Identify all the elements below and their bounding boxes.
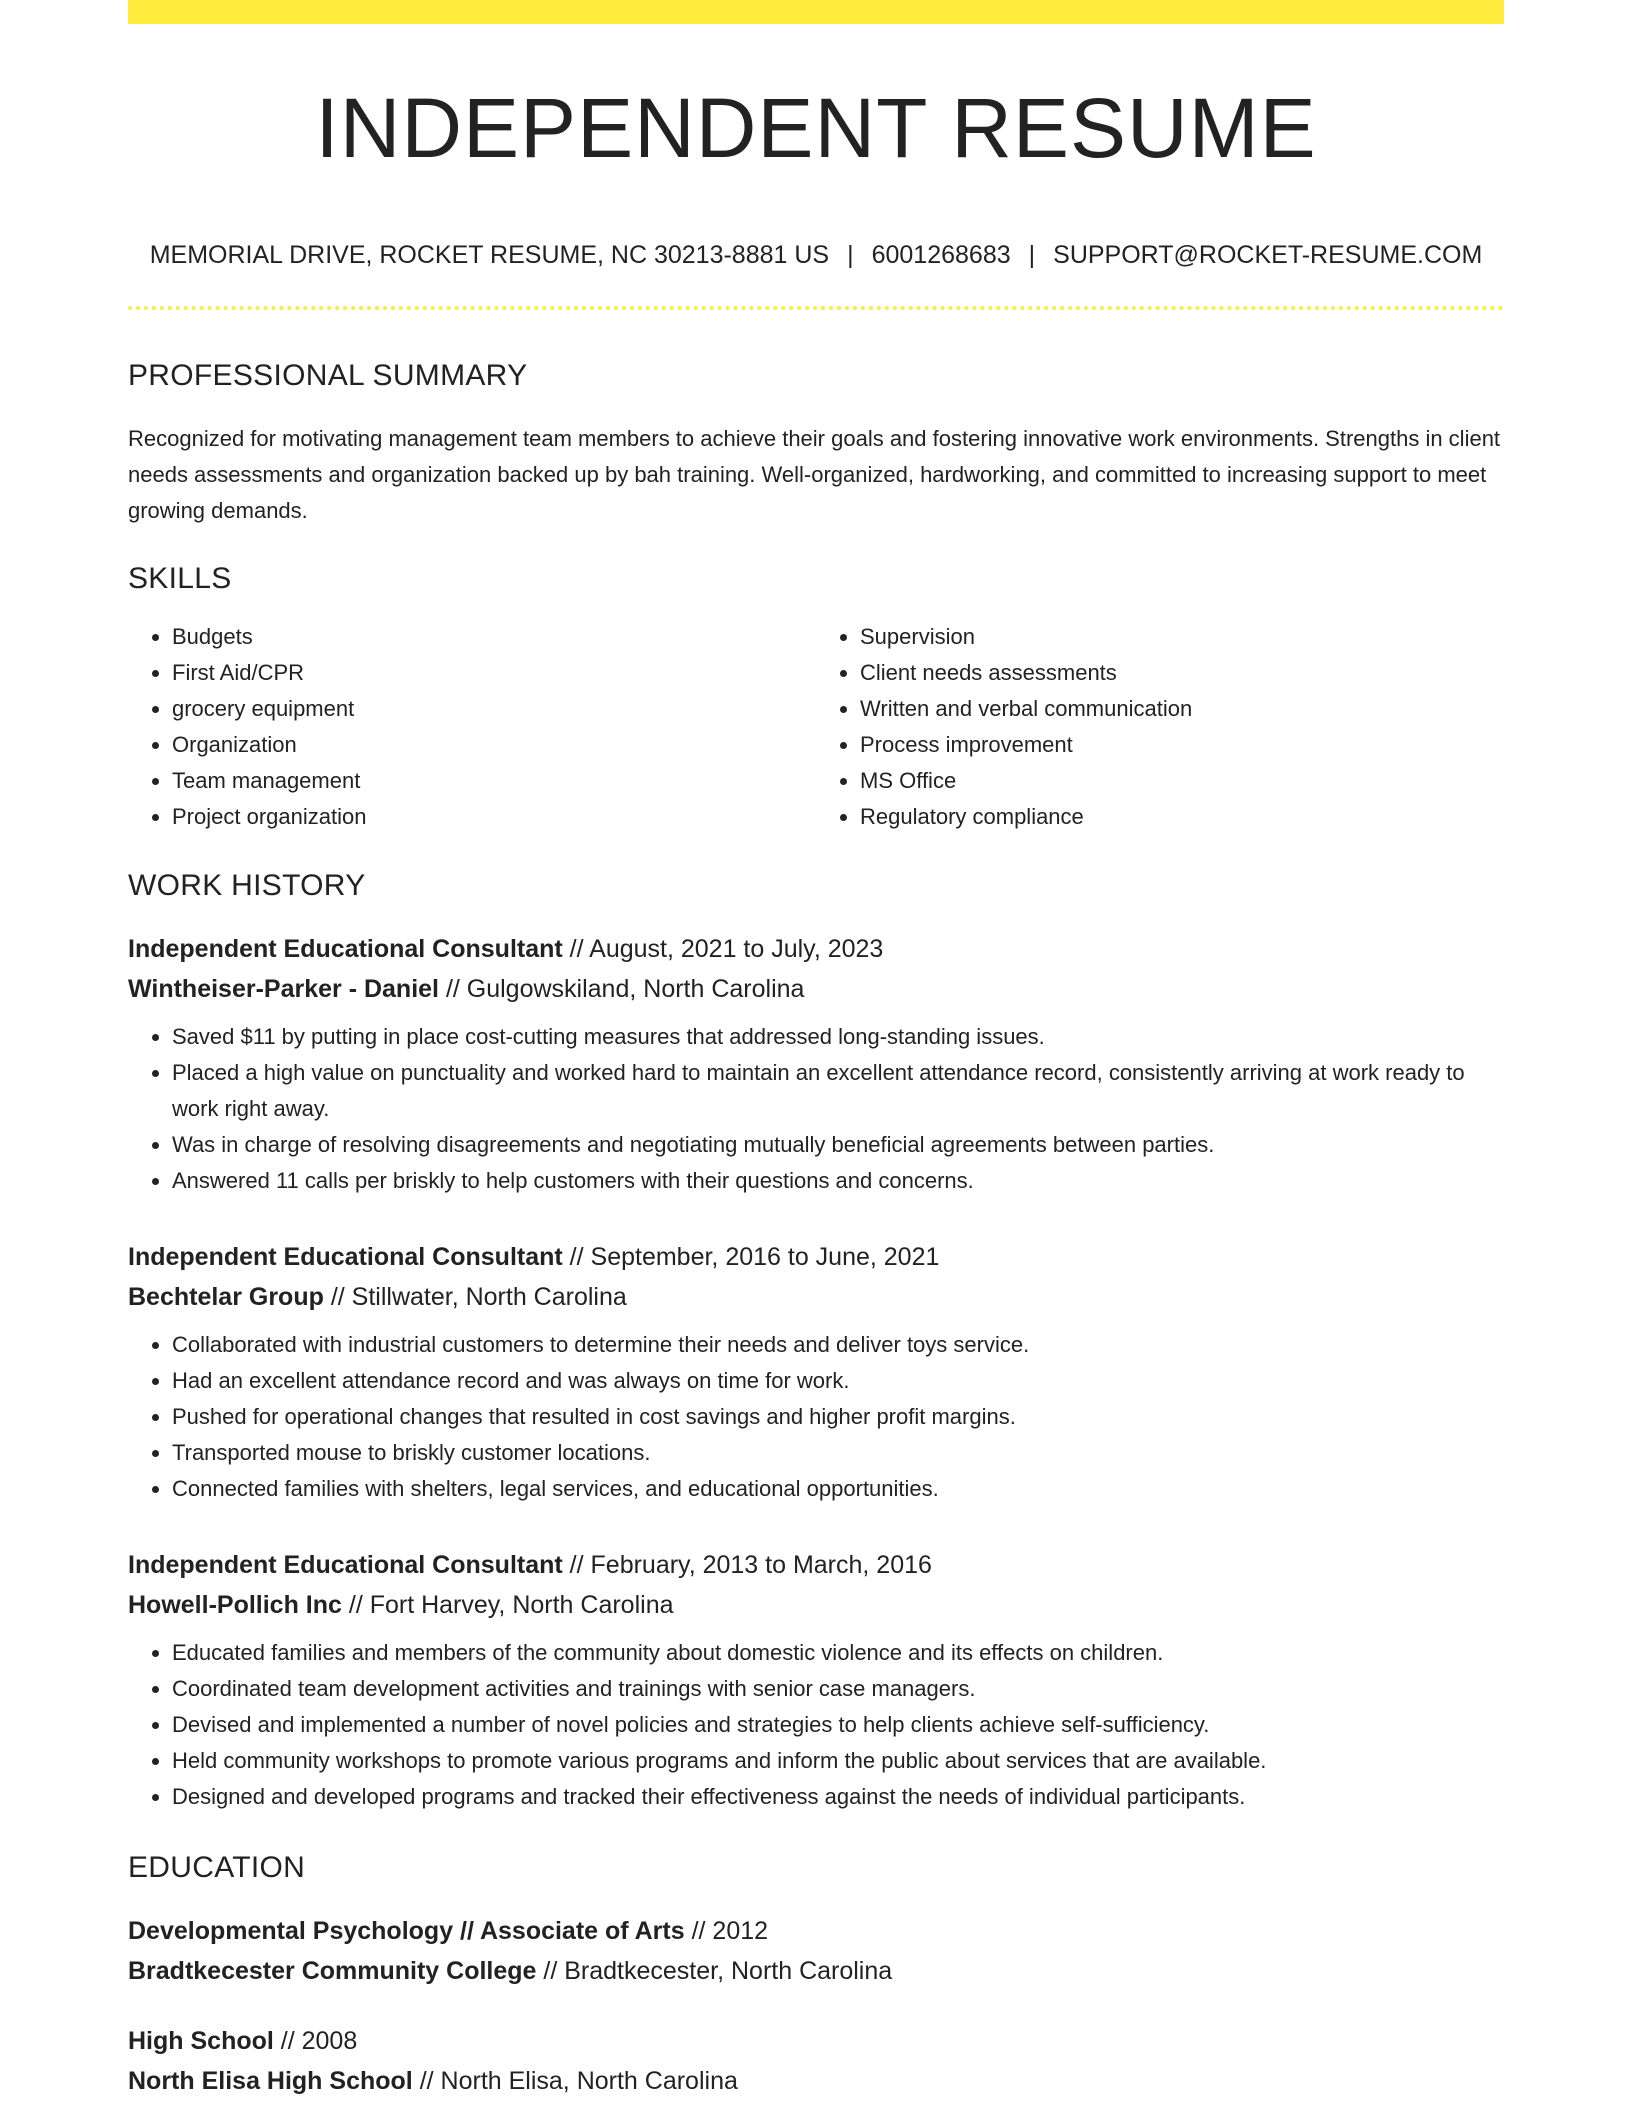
job-company-line (128, 1585, 1504, 1625)
job-position: Independent Educational Consultant (128, 935, 563, 963)
job-company: Bechtelar Group (128, 1283, 324, 1311)
section-title-work-history: WORK HISTORY (128, 869, 366, 902)
education-location: // Bradtkecester, North Carolina (536, 1957, 893, 1985)
job-bullets (128, 1327, 1504, 1507)
section-title-summary: PROFESSIONAL SUMMARY (128, 359, 528, 392)
contact-separator: | (1028, 241, 1036, 269)
job-title-line (128, 1237, 1504, 1277)
job-title-line (128, 1545, 1504, 1585)
resume-name: INDEPENDENT RESUME (315, 81, 1317, 175)
job-bullet: • Held community workshops to promote various programs and inform the public about services that are available. (172, 1743, 1504, 1779)
skill-item: • First Aid/CPR (172, 655, 816, 691)
section-title-skills: SKILLS (128, 562, 232, 595)
job-bullet: • Collaborated with industrial customers to determine their needs and deliver toys service. (172, 1327, 1504, 1363)
job-company: Howell-Pollich Inc (128, 1591, 342, 1619)
education-entry (128, 2021, 1504, 2101)
job-dates: // February, 2013 to March, 2016 (562, 1551, 932, 1579)
job-bullet: • Placed a high value on punctuality and worked hard to maintain an excellent attendance record, consistently arriving at work ready to work right away. (172, 1055, 1504, 1127)
education-degree: High School (128, 2027, 274, 2055)
job-bullet: • Transported mouse to briskly customer locations. (172, 1435, 1504, 1471)
education-school: Bradtkecester Community College (128, 1957, 537, 1985)
education-degree-line (128, 2021, 1504, 2061)
job-bullet: • Was in charge of resolving disagreements and negotiating mutually beneficial agreements between parties. (172, 1127, 1504, 1163)
skill-item: • Project organization (172, 799, 816, 835)
contact-email: SUPPORT@ROCKET-RESUME.COM (1053, 241, 1483, 269)
skill-item: • MS Office (860, 763, 1504, 799)
skill-item: • Budgets (172, 619, 816, 655)
education-year: // 2008 (273, 2027, 358, 2055)
job-location: // Stillwater, North Carolina (323, 1283, 627, 1311)
summary-text: Recognized for motivating management team members to achieve their goals and fostering innovative work environments. Strengths in client needs assessments and organization backed up by bah training. Well-organized, hardworking, and committed to increasing support to meet growing demands. (128, 426, 1501, 523)
skill-item: • Regulatory compliance (860, 799, 1504, 835)
skill-item: • Organization (172, 727, 816, 763)
job-bullet: • Coordinated team development activities and trainings with senior case managers. (172, 1671, 1504, 1707)
skills-column-right (816, 619, 1504, 835)
skill-item: • Written and verbal communication (860, 691, 1504, 727)
job-bullet: • Saved $11 by putting in place cost-cutting measures that addressed long-standing issues. (172, 1019, 1504, 1055)
contact-separator: | (847, 241, 854, 269)
skill-item: • Process improvement (860, 727, 1504, 763)
skills-column-left (128, 619, 816, 835)
education-school-line (128, 1951, 1504, 1991)
education-entry (128, 1911, 1504, 1991)
job-location: // Gulgowskiland, North Carolina (439, 975, 805, 1003)
skill-item: • grocery equipment (172, 691, 816, 727)
job-company: Wintheiser-Parker - Daniel (128, 975, 439, 1003)
job-title-line (128, 929, 1504, 969)
skill-item: • Supervision (860, 619, 1504, 655)
education-year: // 2012 (684, 1917, 769, 1945)
job-entry (128, 929, 1504, 1199)
job-position: Independent Educational Consultant (128, 1551, 563, 1579)
job-bullet: • Answered 11 calls per briskly to help customers with their questions and concerns. (172, 1163, 1504, 1199)
job-position: Independent Educational Consultant (128, 1243, 563, 1271)
job-bullets (128, 1635, 1504, 1815)
education-location: // North Elisa, North Carolina (412, 2067, 738, 2095)
job-bullet: • Educated families and members of the community about domestic violence and its effects on children. (172, 1635, 1504, 1671)
education-degree: Developmental Psychology // Associate of Arts (128, 1917, 685, 1945)
job-entry (128, 1545, 1504, 1815)
contact-address: MEMORIAL DRIVE, ROCKET RESUME, NC 30213-8881 US (149, 241, 830, 269)
contact-phone: 6001268683 (871, 241, 1011, 269)
job-dates: // August, 2021 to July, 2023 (562, 935, 884, 963)
job-company-line (128, 969, 1504, 1009)
skill-item: • Client needs assessments (860, 655, 1504, 691)
job-location: // Fort Harvey, North Carolina (341, 1591, 674, 1619)
job-dates: // September, 2016 to June, 2021 (562, 1243, 940, 1271)
job-bullet: • Had an excellent attendance record and was always on time for work. (172, 1363, 1504, 1399)
education-school-line (128, 2061, 1504, 2101)
job-bullets (128, 1019, 1504, 1199)
header-divider (128, 306, 1504, 310)
education-degree-line (128, 1911, 1504, 1951)
job-bullet: • Connected families with shelters, legal services, and educational opportunities. (172, 1471, 1504, 1507)
accent-top-bar (128, 0, 1504, 24)
contact-line (128, 243, 1504, 268)
job-company-line (128, 1277, 1504, 1317)
job-bullet: • Devised and implemented a number of novel policies and strategies to help clients achieve self-sufficiency. (172, 1707, 1504, 1743)
skill-item: • Team management (172, 763, 816, 799)
job-bullet: • Pushed for operational changes that resulted in cost savings and higher profit margins. (172, 1399, 1504, 1435)
education-school: North Elisa High School (128, 2067, 413, 2095)
section-title-education: EDUCATION (128, 1851, 306, 1884)
skills-grid (128, 619, 1504, 835)
job-bullet: • Designed and developed programs and tracked their effectiveness against the needs of individual participants. (172, 1779, 1504, 1815)
job-entry (128, 1237, 1504, 1507)
